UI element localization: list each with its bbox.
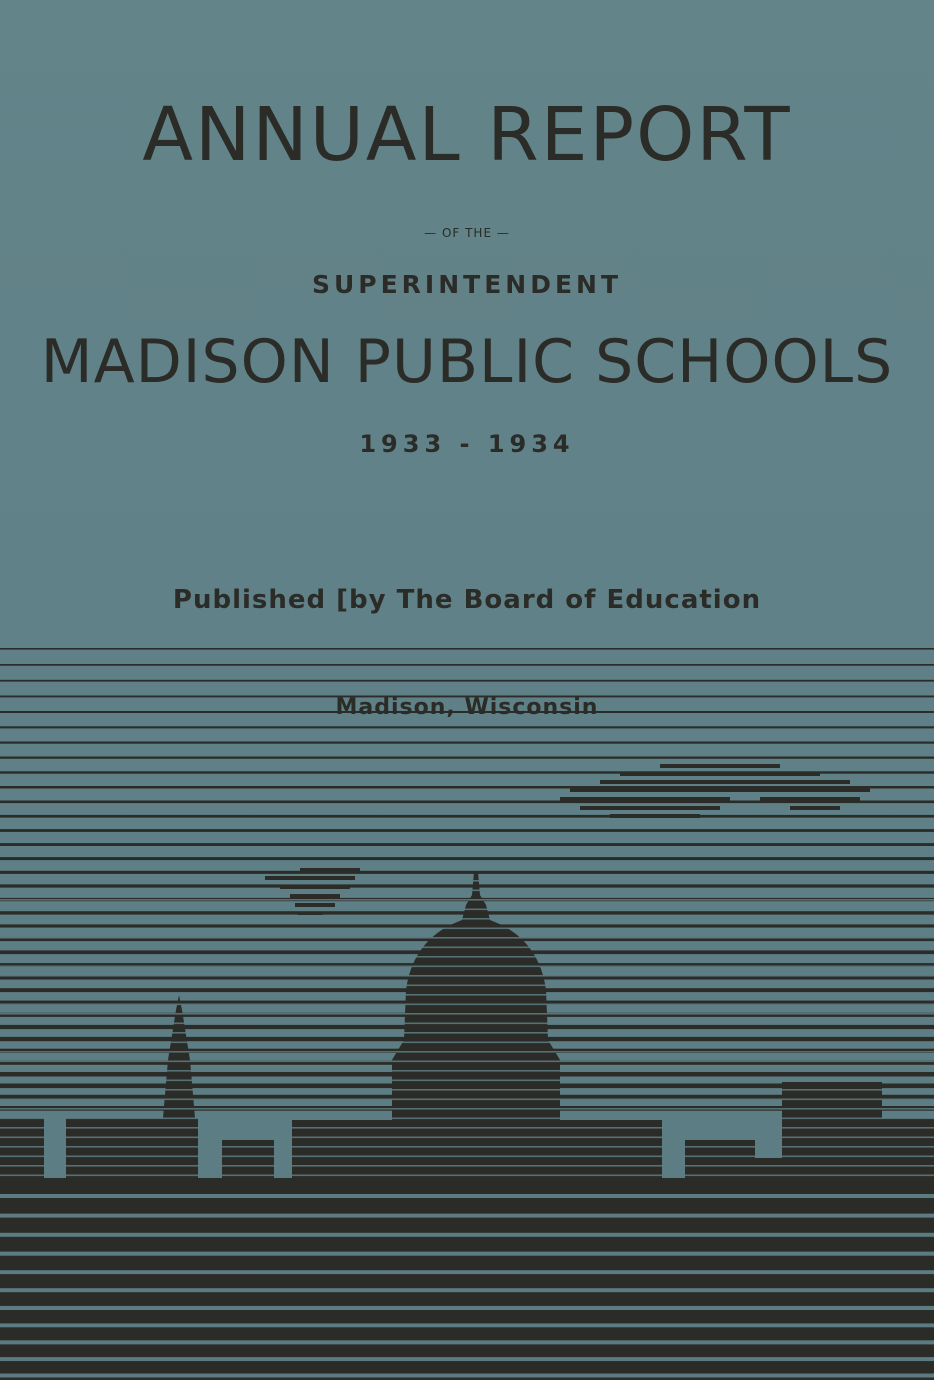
silhouette-gap [0, 918, 934, 920]
silhouette-gap [0, 899, 934, 901]
building-block [782, 1082, 882, 1182]
ground-band [0, 1274, 934, 1288]
cloud-bar [560, 797, 730, 801]
cloud-bar [600, 780, 850, 784]
silhouette-gap [0, 890, 934, 892]
silhouette-gap [0, 975, 934, 977]
ground-band [0, 1292, 934, 1306]
silhouette-gap [0, 1004, 934, 1006]
ground-band [0, 1178, 934, 1194]
sky-line [0, 815, 934, 818]
location-line: Madison, Wisconsin [335, 695, 599, 720]
ground-band [0, 1310, 934, 1323]
silhouette-gap [0, 937, 934, 939]
silhouette-gap [0, 1080, 934, 1082]
publisher-line: Published [by The Board of Education [172, 585, 762, 615]
silhouette-gap [0, 1089, 934, 1091]
silhouette-gap [0, 1013, 934, 1015]
cloud-bar [295, 903, 335, 907]
cloud-bar [580, 806, 720, 810]
cloud-bar [790, 806, 840, 810]
ground-band [0, 1237, 934, 1252]
silhouette-gap [0, 1032, 934, 1034]
ground-band [0, 1361, 934, 1373]
silhouette-gap [0, 928, 934, 930]
cloud-bar [298, 912, 323, 915]
silhouette-gap [0, 1175, 934, 1177]
cloud-bar [570, 788, 870, 792]
building-block [292, 1120, 662, 1180]
ground-band [0, 1256, 934, 1271]
sky-line [0, 857, 934, 860]
cloud-bar [300, 868, 360, 872]
sky-line [0, 829, 934, 832]
cloud-bar [280, 885, 350, 889]
ground-horizontal-lines [0, 1178, 934, 1380]
ground-band [0, 1198, 934, 1214]
ground-band [0, 1218, 934, 1233]
silhouette-gap [0, 1156, 934, 1158]
silhouette-gap [0, 1061, 934, 1063]
silhouette-gap [0, 1023, 934, 1025]
silhouette-gap [0, 966, 934, 968]
silhouette-gap [0, 1127, 934, 1129]
sky-line [0, 843, 934, 846]
of-the-label: — OF THE — [424, 226, 510, 240]
sky-line [0, 680, 934, 682]
cloud-bar [660, 764, 780, 768]
silhouette-gap [0, 1108, 934, 1110]
silhouette-gap [0, 1051, 934, 1053]
silhouette-gap [0, 947, 934, 949]
cloud-bar [760, 797, 860, 801]
ground-band [0, 1327, 934, 1340]
sky-line [0, 871, 934, 874]
sky-line [0, 726, 934, 728]
sky-line [0, 884, 934, 887]
silhouette-gap [0, 956, 934, 958]
superintendent-label: SUPERINTENDENT [311, 270, 623, 299]
cloud-bar [620, 772, 820, 776]
organization-name: MADISON PUBLIC SCHOOLS [40, 327, 894, 397]
cloud-bar [290, 894, 340, 898]
silhouette-gap [0, 1099, 934, 1101]
silhouette-gap [0, 1146, 934, 1148]
sky-line [0, 664, 934, 666]
sky-line [0, 742, 934, 744]
silhouette-gap [0, 1042, 934, 1044]
silhouette-gap [0, 1165, 934, 1167]
silhouette-gap [0, 985, 934, 987]
cloud-bar [265, 876, 355, 880]
silhouette-gap [0, 1070, 934, 1072]
silhouette-gap [0, 909, 934, 911]
silhouette-gap [0, 1137, 934, 1139]
sky-line [0, 648, 934, 650]
report-title: ANNUAL REPORT [142, 92, 792, 178]
building-block [755, 1158, 785, 1180]
cloud-bar [610, 814, 700, 818]
silhouette-gap [0, 1118, 934, 1120]
report-years: 1933 - 1934 [359, 430, 575, 458]
silhouette-gap [0, 880, 934, 882]
silhouette-gap [0, 994, 934, 996]
ground-band [0, 1344, 934, 1357]
sky-line [0, 757, 934, 759]
